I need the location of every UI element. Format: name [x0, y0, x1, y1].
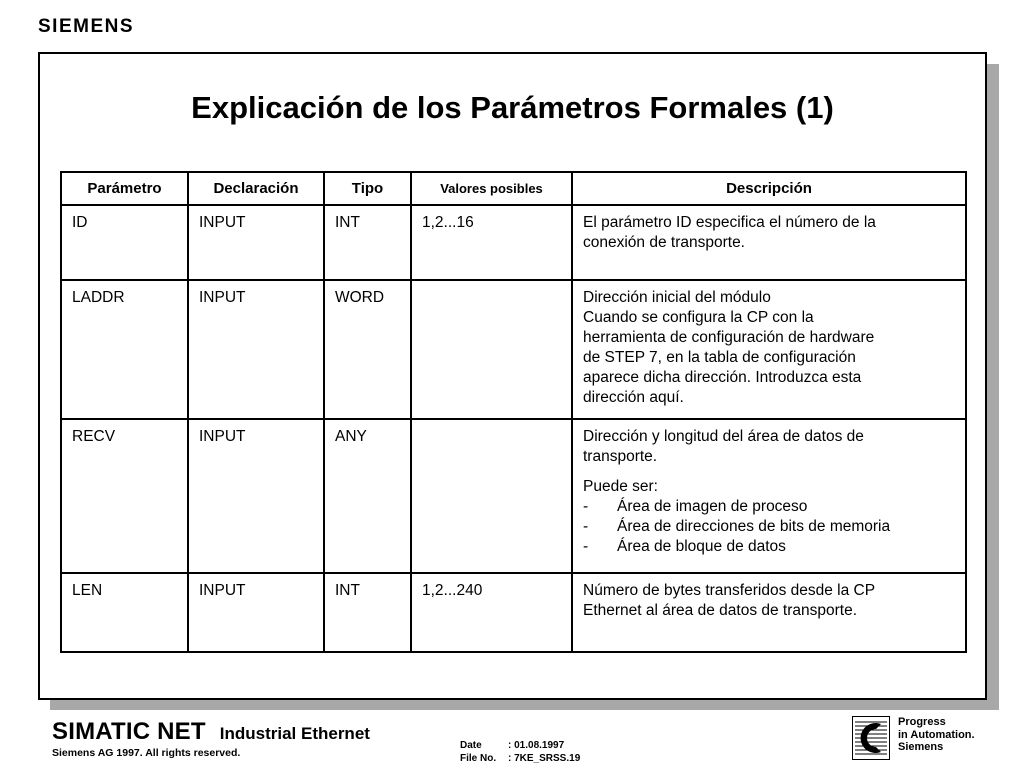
bullet-item [583, 537, 955, 557]
cell-possible-values: 1,2...240 [411, 573, 572, 652]
date-label: Date [460, 740, 482, 751]
cell-possible-values [411, 419, 572, 573]
siemens-brand-logo: SIEMENS [38, 16, 135, 37]
description-line: Dirección y longitud del área de datos de [583, 428, 864, 445]
description-line: Dirección inicial del módulo [583, 289, 771, 306]
table-row [61, 205, 966, 280]
slogan-line: Progress [898, 716, 946, 728]
header-possible-values: Valores posibles [411, 172, 572, 205]
cell-declaration: INPUT [188, 573, 324, 652]
file-label: File No. [460, 753, 497, 764]
slide-title: Explicación de los Parámetros Formales (1) [191, 90, 834, 125]
cell-type: ANY [324, 419, 411, 573]
cell-description [572, 205, 966, 280]
table-row [61, 419, 966, 573]
cell-declaration: INPUT [188, 280, 324, 419]
cell-description [572, 419, 966, 573]
cell-parameter: LADDR [61, 280, 188, 419]
bullet-text: Área de direcciones de bits de memoria [617, 518, 891, 535]
description-line: dirección aquí. [583, 389, 684, 406]
slogan-line: in Automation. [898, 728, 975, 741]
description-line: transporte. [583, 448, 658, 465]
siemens-progress-logo-icon [852, 716, 890, 760]
cell-type: INT [324, 205, 411, 280]
description-line: Ethernet al área de datos de transporte. [583, 602, 858, 619]
description-line: conexión de transporte. [583, 234, 745, 251]
bullet-dash: - [583, 498, 589, 515]
bullet-item [583, 517, 955, 537]
parameters-table [60, 171, 967, 653]
header-declaration: Declaración [188, 172, 324, 205]
copyright: Siemens AG 1997. All rights reserved. [52, 747, 241, 759]
cell-declaration: INPUT [188, 419, 324, 573]
cell-parameter: RECV [61, 419, 188, 573]
description-line: Puede ser: [583, 478, 658, 495]
header-parameter: Parámetro [61, 172, 188, 205]
table-row [61, 573, 966, 652]
table-header-row [61, 172, 966, 205]
bullet-item [583, 497, 955, 517]
slide-frame [38, 52, 987, 700]
footer-product-block [52, 718, 370, 759]
cell-description [572, 573, 966, 652]
description-line: Número de bytes transferidos desde la CP [583, 582, 876, 599]
table-row [61, 280, 966, 419]
cell-parameter: ID [61, 205, 188, 280]
cell-possible-values [411, 280, 572, 419]
description-line: aparece dicha dirección. Introduzca esta [583, 369, 862, 386]
cell-parameter: LEN [61, 573, 188, 652]
product-line: SIMATIC NET [52, 718, 206, 745]
date-value: : 01.08.1997 [508, 740, 565, 751]
file-value: : 7KE_SRSS.19 [508, 753, 581, 764]
bullet-text: Área de imagen de proceso [617, 498, 808, 515]
document-meta [460, 739, 580, 765]
description-line: El parámetro ID especifica el número de la [583, 214, 876, 231]
header-description: Descripción [572, 172, 966, 205]
cell-possible-values: 1,2...16 [411, 205, 572, 280]
description-spacer [583, 467, 955, 477]
bullet-text: Área de bloque de datos [617, 538, 786, 555]
product-name: Industrial Ethernet [219, 724, 370, 743]
cell-declaration: INPUT [188, 205, 324, 280]
description-line: de STEP 7, en la tabla de configuración [583, 349, 856, 366]
description-line: herramienta de configuración de hardware [583, 329, 875, 346]
slogan [898, 716, 975, 754]
cell-type: INT [324, 573, 411, 652]
bullet-dash: - [583, 518, 589, 535]
cell-type: WORD [324, 280, 411, 419]
bullet-dash: - [583, 538, 589, 555]
slogan-line: Siemens [898, 741, 944, 753]
cell-description [572, 280, 966, 419]
description-line: Cuando se configura la CP con la [583, 309, 814, 326]
header-type: Tipo [324, 172, 411, 205]
